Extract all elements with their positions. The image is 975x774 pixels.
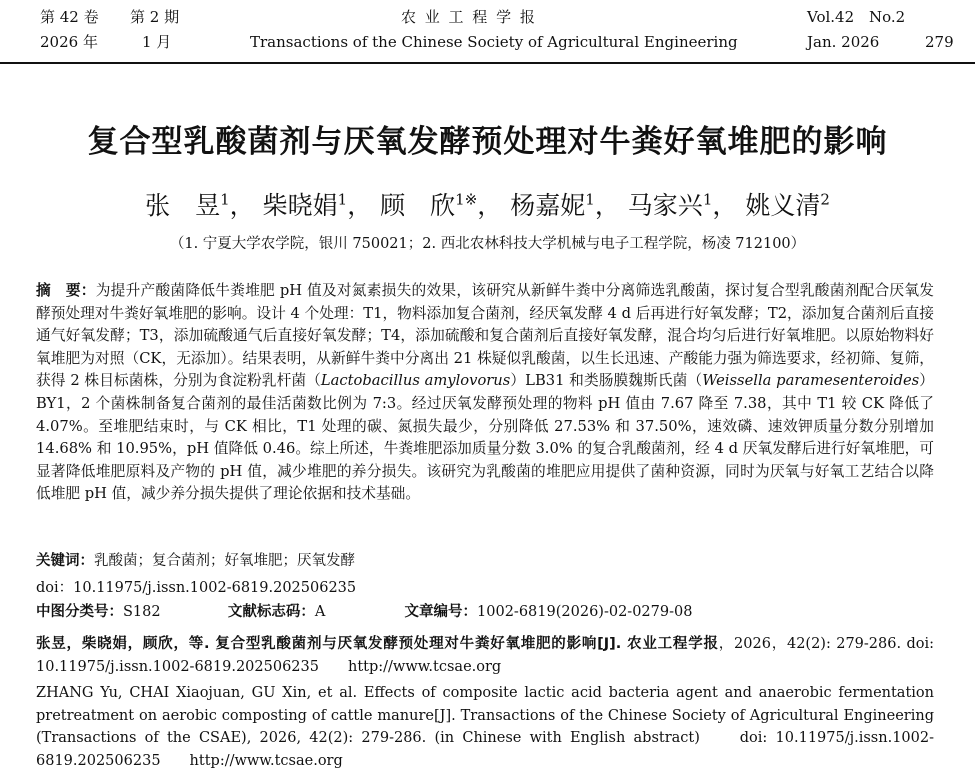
- abstract-text: ）LB31 和类肠膜魏斯氏菌（: [510, 372, 703, 390]
- author-name: 顾 欣: [380, 191, 456, 220]
- header-rule: [0, 62, 975, 64]
- article-number-label: 文章编号：: [404, 604, 478, 620]
- author-name: 姚义清: [745, 191, 821, 220]
- citation-en: ZHANG Yu, CHAI Xiaojuan, GU Xin, et al. Effects of composite lactic acid bacteria agent and anaerobic fermentation pretreatment on aerobic composting of cattle manure[J]. Transactions of the Chinese Society of Agricultural Engineering (Transactions of the CSAE), 2026, 42(2): 279-286. (in Chinese with English abstract) doi: 10.11975/j.issn.1002-6819.202506235 http://www.tcsae.org: [36, 685, 934, 769]
- issue-en: No.2: [869, 8, 906, 26]
- author-separator: ，: [712, 191, 738, 220]
- keywords-text: 乳酸菌；复合菌剂；好氧堆肥；厌氧发酵: [94, 553, 355, 569]
- article-number-value: 1002-6819(2026)-02-0279-08: [477, 604, 693, 620]
- classification-row: [36, 600, 692, 621]
- keywords: [36, 549, 355, 570]
- paper-title: 复合型乳酸菌剂与厌氧发酵预处理对牛粪好氧堆肥的影响: [87, 124, 888, 160]
- doc-code-label: 文献标志码：: [227, 604, 315, 620]
- author-affil-mark: 1※: [455, 190, 478, 209]
- citation-cn: [36, 633, 934, 678]
- author-affil-mark: 1: [585, 190, 595, 209]
- date-en: Jan. 2026: [807, 33, 880, 51]
- doi: doi：10.11975/j.issn.1002-6819.202506235: [36, 580, 357, 596]
- page-number: 279: [925, 33, 954, 51]
- clc-value: S182: [123, 604, 161, 620]
- year-cn: 2026 年: [40, 33, 98, 51]
- abstract-text: 为提升产酸菌降低牛粪堆肥 pH 值及对氮素损失的效果，该研究从新鲜牛粪中分离筛选乳酸菌，探讨复合型乳酸菌剂配合厌氧发酵预处理对牛粪好氧堆肥的影响。设计 4 个处理：T1，物料添加复合菌剂，经厌氧发酵 4 d 后再进行好氧发酵；T2，添加复合菌剂后直接通气好氧发酵；T3，添加硫酸通气后直接好氧发酵；T4，添加硫酸和复合菌剂后直接好氧发酵，混合均匀后进行好氧堆肥。以原始物料好氧堆肥为对照（CK，无添加）。结果表明，从新鲜牛粪中分离出 21 株疑似乳酸菌，以生长迅速、产酸能力强为筛选要求，经初筛、复筛，获得 2 株目标菌株，分别为食淀粉乳杆菌（: [36, 282, 934, 390]
- doc-code-value: A: [314, 604, 326, 620]
- journal-name-cn: 农 业 工 程 学 报: [401, 8, 537, 26]
- abstract-text: ）BY1，2 个菌株制备复合菌剂的最佳活菌数比例为 7:3。经过厌氧发酵预处理的物料 pH 值由 7.67 降至 7.38，其中 T1 较 CK 降低了 4.07%。至堆肥结束时，与 CK 相比，T1 处理的碳、氮损失最少，分别降低 27.53% 和 37.50%，速效磷、速效钾质量分数分别增加 14.68% 和 10.95%，pH 值降低 0.46。综上所述，牛粪堆肥添加质量分数 3.0% 的复合乳酸菌剂，经 4 d 厌氧发酵后进行好氧堆肥，可显著降低堆肥原料及产物的 pH 值，减少堆肥的养分损失。该研究为乳酸菌的堆肥应用提供了菌种资源，同时为厌氧与好氧工艺结合以降低堆肥 pH 值，减少养分损失提供了理论依据和技术基础。: [36, 372, 934, 503]
- author-name: 马家兴: [627, 191, 703, 220]
- species-name: Weissella paramesenteroides: [702, 372, 920, 390]
- author-affil-mark: 1: [220, 190, 230, 209]
- author-separator: ，: [347, 191, 373, 220]
- keywords-label: 关键词：: [36, 553, 94, 569]
- volume-cn: 第 42 卷: [40, 8, 99, 26]
- volume-en: Vol.42: [807, 8, 855, 26]
- month-cn: 1 月: [142, 33, 172, 51]
- affiliations: （1. 宁夏大学农学院，银川 750021；2. 西北农林科技大学机械与电子工程学院，杨凌 712100）: [169, 236, 806, 252]
- issue-cn: 第 2 期: [130, 8, 180, 26]
- author-affil-mark: 2: [820, 190, 830, 209]
- journal-name-en: Transactions of the Chinese Society of Agricultural Engineering: [250, 33, 738, 51]
- author-separator: ，: [229, 191, 255, 220]
- author-affil-mark: 1: [702, 190, 713, 209]
- abstract-label: 摘 要：: [36, 282, 96, 299]
- species-name: Lactobacillus amylovorus: [320, 372, 511, 390]
- author-name: 张 昱: [145, 191, 221, 220]
- citation-cn-rest: ，2026，42(2): 279-286. doi: 10.11975/j.issn.1002-6819.202506235 http://www.tcsae.org: [36, 636, 935, 675]
- author-affil-mark: 1: [337, 190, 348, 209]
- author-separator: ，: [594, 191, 620, 220]
- author-separator: ，: [477, 191, 503, 220]
- author-list: [0, 186, 975, 222]
- clc-label: 中图分类号：: [36, 604, 123, 620]
- author-name: 柴晓娟: [262, 191, 338, 220]
- author-name: 杨嘉妮: [510, 191, 586, 220]
- abstract: [36, 280, 934, 506]
- citation-cn-bold: 张昱，柴晓娟，顾欣，等. 复合型乳酸菌剂与厌氧发酵预处理对牛粪好氧堆肥的影响[J]. 农业工程学报: [36, 636, 719, 652]
